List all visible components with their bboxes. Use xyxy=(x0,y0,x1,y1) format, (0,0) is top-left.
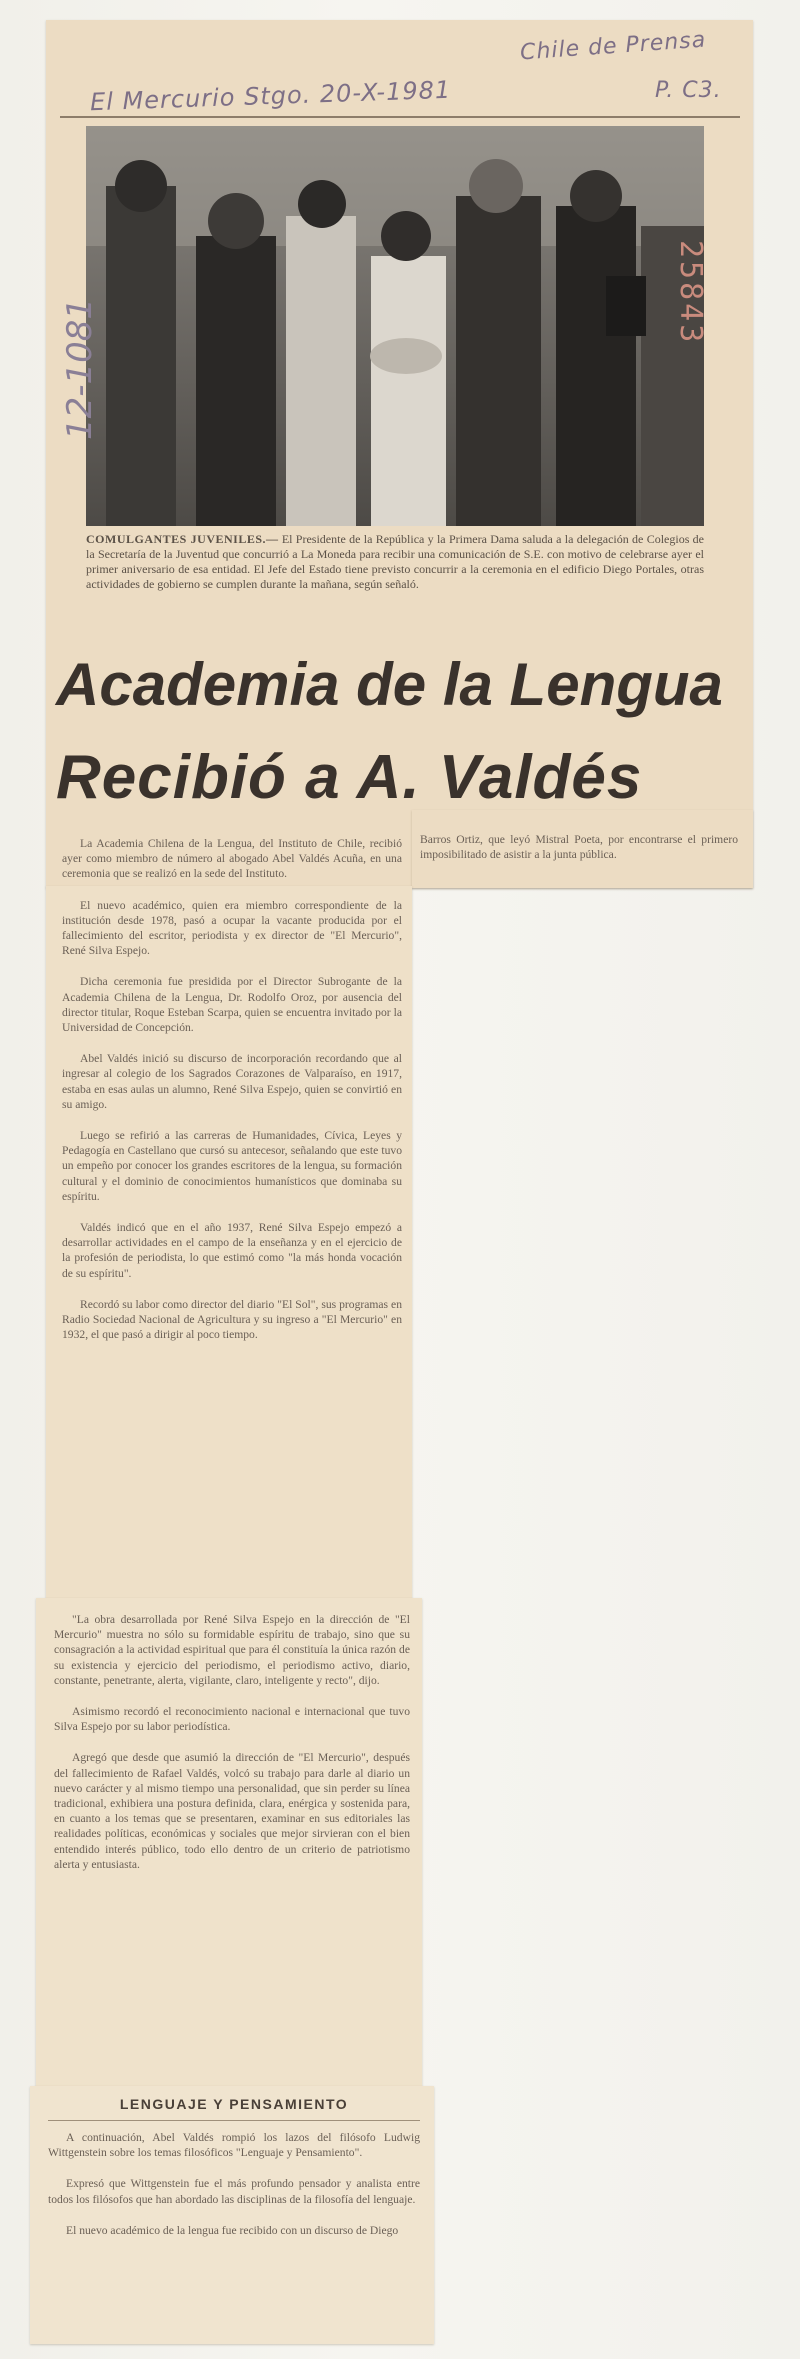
article-paragraph: Luego se refirió a las carreras de Humanidades, Cívica, Leyes y Pedagogía en Castellano que cursó su antecesor, señalando que este tuvo un empeño por conocer los grandes escritores de la lengua, su formación cultural y el dominio de conocimientos humanísticos que dominaba su espíritu. xyxy=(62,1129,402,1203)
article-paragraph: El nuevo académico de la lengua fue recibido con un discurso de Diego xyxy=(66,2223,399,2237)
handwritten-margin-date: 12-1081 xyxy=(60,297,100,440)
subhead-rule xyxy=(48,2120,420,2121)
article-paragraph: Asimismo recordó el reconocimiento nacional e internacional que tuvo Silva Espejo por su labor periodística. xyxy=(54,1705,410,1734)
article-column-b xyxy=(54,1612,410,1888)
news-photograph xyxy=(86,126,704,526)
article-paragraph: Agregó que desde que asumió la dirección de "El Mercurio", después del fallecimiento de Rafael Valdés, volcó su trabajo para darle al diario un nuevo carácter y al mismo tiempo una personalidad, que sin perder su línea tradicional, exhibiera una postura definida, clara, enérgica y sostenida para, en cuanto a los temas que se presentaren, examinar en sus editoriales las realidades políticas, económicas y sociales que mejor sirvieran con el bien entendido interés público, todo ello dentro de un criterio de patriotismo alerta y entusiasta. xyxy=(54,1751,410,1871)
article-paragraph: Barros Ortiz, que leyó Mistral Poeta, por encontrarse el primero imposibilitado de asistir a la junta pública. xyxy=(420,833,738,862)
headline-line-1: Academia de la Lengua xyxy=(56,651,723,718)
article-paragraph: Dicha ceremonia fue presidida por el Director Subrogante de la Academia Chilena de la Lengua, Dr. Rodolfo Oroz, por ausencia del director titular, Roque Esteban Scarpa, quien se encuentra invitado por la Universidad de Concepción. xyxy=(62,975,402,1035)
article-column-a xyxy=(62,836,402,1358)
handwritten-newspaper-date: El Mercurio Stgo. 20-X-1981 xyxy=(89,75,452,117)
article-paragraph: Expresó que Wittgenstein fue el más profundo pensador y analista entre todos los filósofos que han abordado las disciplinas de la filosofía del lenguaje. xyxy=(48,2177,420,2206)
header-rule xyxy=(60,116,740,118)
section-subhead: LENGUAJE Y PENSAMIENTO xyxy=(119,2096,349,2112)
article-paragraph: A continuación, Abel Valdés rompió los lazos del filósofo Ludwig Wittgenstein sobre los temas filosóficos "Lenguaje y Pensamiento". xyxy=(48,2131,420,2160)
article-paragraph: El nuevo académico, quien era miembro correspondiente de la institución desde 1978, pasó a ocupar la vacante producida por el fallecimiento del escritor, periodista y ex director de "El Mercurio", René Silva Espejo. xyxy=(62,898,402,958)
caption-text: El Presidente de la República y la Primera Dama saluda a la delegación de Colegios de la Secretaría de la Juventud que concurrió a La Moneda para recibir una comunicación de S.E. con motivo de celebrarse ayer el primer aniversario de esa entidad. El Jefe del Estado tiene previsto concurrir a la ceremonia en el edificio Diego Portales, otras actividades de gobierno se cumplen durante la mañana, según señaló. xyxy=(86,532,704,591)
article-paragraph: Valdés indicó que en el año 1937, René Silva Espejo empezó a desarrollar actividades en el campo de la enseñanza y en el ejercicio de la profesión de periodista, lo que estimó como "la más honda vocación de su espíritu". xyxy=(62,1221,402,1280)
handwritten-page-code: P. C3. xyxy=(655,78,722,103)
article-paragraph: "La obra desarrollada por René Silva Espejo en la dirección de "El Mercurio" muestra no sólo su formidable espíritu de trabajo, sino que su consagración a la actividad espiritual que para él constituía la única razón de su existencia y ejercicio del periodismo, el periodismo activo, diario, constante, penetrante, alerta, vigilante, claro, inteligente y recto", dijo. xyxy=(54,1613,410,1687)
article-paragraph: Recordó su labor como director del diario "El Sol", sus programas en Radio Sociedad Nacional de Agricultura y su ingreso a "El Mercurio" en 1932, el que pasó a dirigir al poco tiempo. xyxy=(62,1297,402,1342)
photo-caption xyxy=(86,532,704,592)
article-column-c xyxy=(48,2130,420,2254)
article-right-column xyxy=(420,832,738,878)
photo-illustration xyxy=(86,126,704,526)
handwritten-source-note: Chile de Prensa xyxy=(519,27,707,66)
headline-line-2: Recibió a A. Valdés xyxy=(56,743,643,812)
caption-lead: COMULGANTES JUVENILES.— xyxy=(86,532,279,546)
article-paragraph: La Academia Chilena de la Lengua, del Instituto de Chile, recibió ayer como miembro de número al abogado Abel Valdés Acuña, en una ceremonia que se realizó en la sede del Instituto. xyxy=(62,837,402,881)
archive-stamp-number: 25843 xyxy=(673,240,708,346)
article-paragraph: Abel Valdés inició su discurso de incorporación recordando que al ingresar al colegio de los Sagrados Corazones de Valparaíso, en 1917, estaba en esas aulas un alumno, René Silva Espejo, quien se convirtió en su amigo. xyxy=(62,1052,402,1111)
